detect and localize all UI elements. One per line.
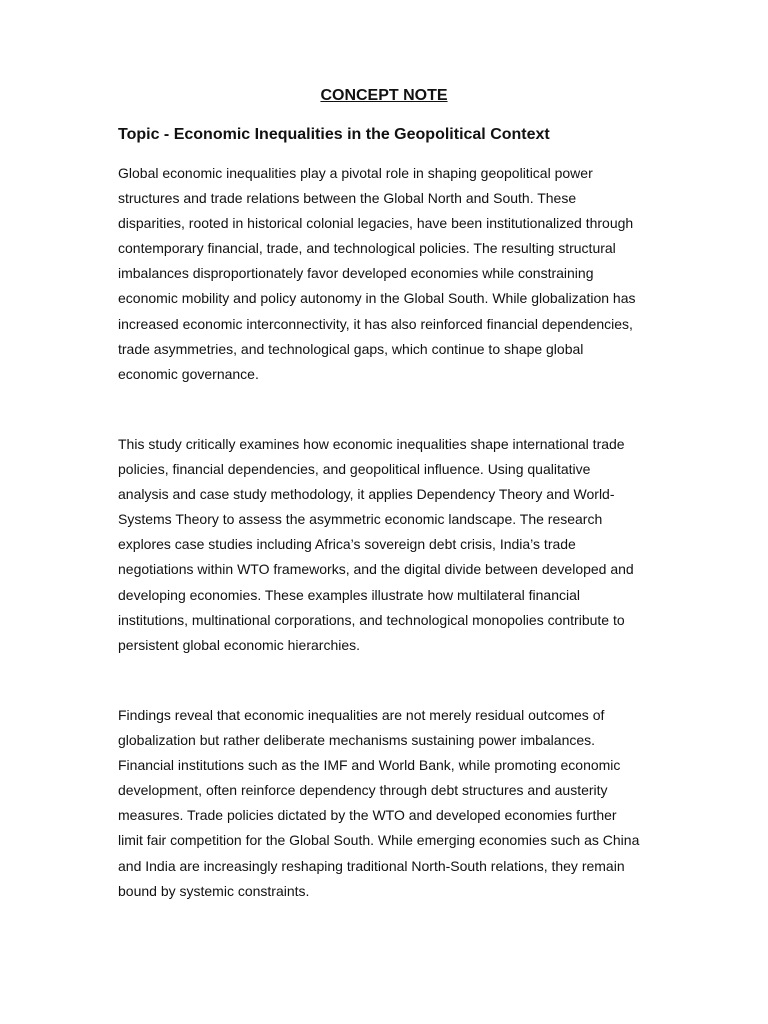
paragraph-line: economic mobility and policy autonomy in the Global South. While globalization has <box>118 290 636 307</box>
paragraph-introduction <box>118 161 658 387</box>
paragraph-line: policies, financial dependencies, and geopolitical influence. Using qualitative <box>118 461 591 478</box>
paragraph-line: economic governance. <box>118 365 259 382</box>
paragraph-line: measures. Trade policies dictated by the WTO and developed economies further <box>118 807 617 824</box>
paragraph-line: development, often reinforce dependency through debt structures and austerity <box>118 782 608 799</box>
paragraph-line: negotiations within WTO frameworks, and the digital divide between developed and <box>118 561 634 578</box>
paragraph-line: increased economic interconnectivity, it has also reinforced financial dependencies, <box>118 315 633 332</box>
paragraph-line: analysis and case study methodology, it applies Dependency Theory and World- <box>118 486 615 503</box>
paragraph-line: and India are increasingly reshaping traditional North-South relations, they remain <box>118 857 625 874</box>
paragraph-line: developing economies. These examples illustrate how multilateral financial <box>118 586 580 603</box>
paragraph-line: Findings reveal that economic inequalities are not merely residual outcomes of <box>118 707 605 723</box>
paragraph-line: structures and trade relations between the Global North and South. These <box>118 190 577 207</box>
paragraph-findings <box>118 703 658 904</box>
paragraph-line: This study critically examines how economic inequalities shape international trade <box>118 436 625 452</box>
paragraph-line: Global economic inequalities play a pivotal role in shaping geopolitical power <box>118 165 593 181</box>
paragraph-line: globalization but rather deliberate mechanisms sustaining power imbalances. <box>118 732 596 749</box>
document-title: CONCEPT NOTE <box>320 87 448 104</box>
paragraph-line: imbalances disproportionately favor developed economies while constraining <box>118 265 594 282</box>
paragraph-line: explores case studies including Africa’s sovereign debt crisis, India’s trade <box>118 536 576 553</box>
paragraph-line: trade asymmetries, and technological gaps, which continue to shape global <box>118 340 584 357</box>
paragraph-line: bound by systemic constraints. <box>118 882 310 899</box>
paragraph-methodology <box>118 432 658 658</box>
paragraph-line: contemporary financial, trade, and technological policies. The resulting structural <box>118 240 616 257</box>
paragraph-line: disparities, rooted in historical colonial legacies, have been institutionalized through <box>118 215 634 232</box>
paragraph-line: institutions, multinational corporations, and technological monopolies contribute to <box>118 611 625 628</box>
paragraph-line: Financial institutions such as the IMF and World Bank, while promoting economic <box>118 757 621 774</box>
paragraph-line: persistent global economic hierarchies. <box>118 636 361 653</box>
paragraph-line: Systems Theory to assess the asymmetric economic landscape. The research <box>118 511 603 528</box>
paragraph-line: limit fair competition for the Global South. While emerging economies such as China <box>118 832 640 849</box>
topic-heading: Topic - Economic Inequalities in the Geopolitical Context <box>118 126 550 143</box>
